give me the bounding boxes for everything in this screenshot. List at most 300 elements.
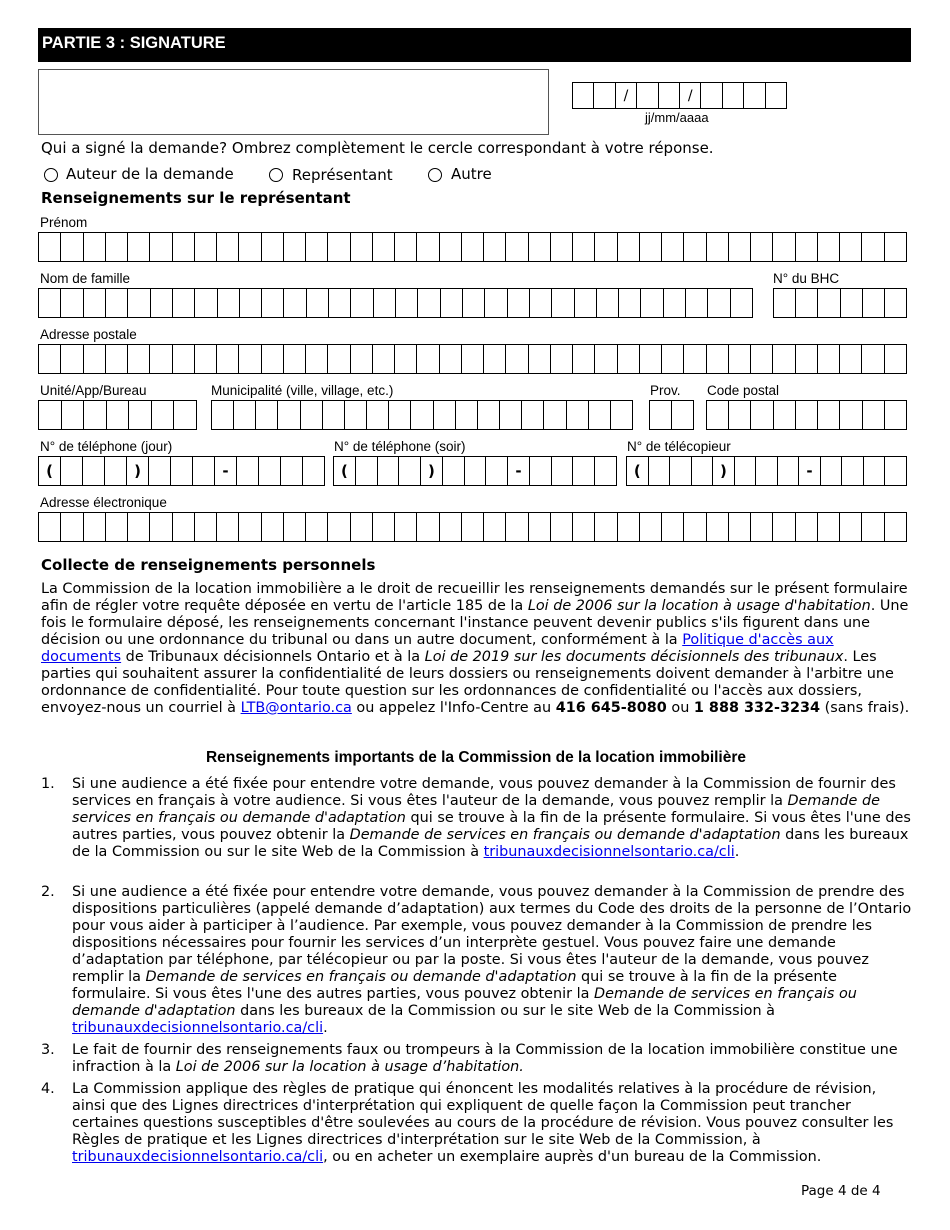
- email-field[interactable]: [38, 512, 907, 542]
- char-box[interactable]: [594, 233, 616, 261]
- char-box[interactable]: [685, 289, 707, 317]
- date-cell[interactable]: [573, 83, 593, 108]
- char-box[interactable]: [661, 345, 683, 373]
- char-box[interactable]: [60, 457, 82, 485]
- date-cell[interactable]: [658, 83, 679, 108]
- char-box[interactable]: [239, 289, 261, 317]
- char-box[interactable]: [233, 401, 255, 429]
- char-box[interactable]: [840, 289, 862, 317]
- char-box[interactable]: [750, 233, 772, 261]
- char-box[interactable]: [105, 513, 127, 541]
- phone-separator: ): [719, 462, 727, 480]
- date-cell[interactable]: [722, 83, 743, 108]
- lso-field[interactable]: [773, 288, 907, 318]
- phone-separator: ): [428, 462, 435, 480]
- char-box[interactable]: [194, 513, 216, 541]
- char-box[interactable]: [772, 345, 794, 373]
- char-box[interactable]: [550, 233, 572, 261]
- char-box[interactable]: [302, 457, 324, 485]
- char-box: [214, 457, 236, 485]
- char-box: [798, 457, 820, 485]
- char-box[interactable]: [484, 289, 506, 317]
- char-box[interactable]: [61, 401, 84, 429]
- char-box[interactable]: [151, 401, 174, 429]
- char-box[interactable]: [172, 233, 194, 261]
- date-cell[interactable]: [700, 83, 721, 108]
- char-box[interactable]: [350, 233, 372, 261]
- char-box[interactable]: [83, 345, 105, 373]
- char-box[interactable]: [149, 345, 171, 373]
- important-item-1: Si une audience a été fixée pour entendre votre demande, vous pouvez demander à la Commission de fournir des services en français à votre audience. Si vous êtes l'auteur de la demande, vous pouvez remplir la Demande de services en français ou demande d'adaptation qui se trouve à la fin de la présente formulaire. Si vous êtes l'une des autres parties, vous pouvez obtenir la Demande de services en français ou demande d'adaptation dans les bureaux de la Commission ou sur le site Web de la Commission à tribunauxdecisionnelsontario.ca/cli.: [72, 776, 911, 860]
- char-box[interactable]: [255, 401, 277, 429]
- char-box[interactable]: [774, 289, 795, 317]
- char-box[interactable]: [150, 289, 172, 317]
- province-label: Prov.: [650, 383, 681, 398]
- phone-separator: (: [633, 462, 641, 480]
- char-box[interactable]: [417, 289, 439, 317]
- char-box[interactable]: [216, 345, 238, 373]
- char-box[interactable]: [394, 345, 416, 373]
- char-box[interactable]: [485, 457, 507, 485]
- date-format-hint: jj/mm/aaaa: [645, 110, 709, 125]
- char-box[interactable]: [305, 233, 327, 261]
- signer-question: Qui a signé la demande? Ombrez complètement le cercle correspondant à votre réponse.: [41, 139, 714, 157]
- char-box[interactable]: [455, 401, 477, 429]
- item-number: 2.: [41, 884, 55, 900]
- char-box[interactable]: [528, 513, 550, 541]
- char-box[interactable]: [377, 457, 399, 485]
- char-box[interactable]: [236, 457, 258, 485]
- char-box[interactable]: [839, 233, 861, 261]
- char-box[interactable]: [461, 233, 483, 261]
- char-box[interactable]: [194, 345, 216, 373]
- char-box[interactable]: [750, 401, 772, 429]
- char-box[interactable]: [550, 513, 572, 541]
- char-box[interactable]: [300, 401, 322, 429]
- access-policy-link[interactable]: Politique d'accès aux documents: [41, 632, 834, 665]
- char-box[interactable]: [650, 401, 671, 429]
- lso-label: N° du BHC: [773, 271, 840, 286]
- char-box[interactable]: [574, 289, 596, 317]
- char-box[interactable]: [884, 233, 906, 261]
- char-box[interactable]: [373, 289, 395, 317]
- char-box[interactable]: [194, 233, 216, 261]
- char-box[interactable]: [283, 233, 305, 261]
- char-box[interactable]: [572, 345, 594, 373]
- char-box[interactable]: [795, 345, 817, 373]
- char-box[interactable]: [104, 457, 126, 485]
- radio-author-label: Auteur de la demande: [66, 165, 234, 183]
- char-box[interactable]: [483, 345, 505, 373]
- date-slash: /: [687, 87, 693, 104]
- radio-other[interactable]: [428, 168, 442, 182]
- date-cell[interactable]: [593, 83, 614, 108]
- char-box[interactable]: [884, 289, 906, 317]
- char-box[interactable]: [640, 289, 662, 317]
- char-box[interactable]: [461, 513, 483, 541]
- date-slash: /: [623, 87, 629, 104]
- char-box[interactable]: [648, 457, 670, 485]
- date-field[interactable]: [572, 82, 787, 109]
- char-box[interactable]: [192, 457, 214, 485]
- char-box[interactable]: [212, 401, 233, 429]
- phone-day-label: N° de téléphone (jour): [40, 439, 173, 454]
- char-box[interactable]: [172, 345, 194, 373]
- char-box[interactable]: [795, 513, 817, 541]
- char-box[interactable]: [39, 513, 60, 541]
- char-box[interactable]: [39, 233, 60, 261]
- char-box[interactable]: [795, 233, 817, 261]
- char-box[interactable]: [691, 457, 713, 485]
- char-box[interactable]: [83, 513, 105, 541]
- char-box[interactable]: [128, 401, 151, 429]
- char-box[interactable]: [261, 289, 283, 317]
- char-box: [507, 457, 529, 485]
- char-box[interactable]: [170, 457, 192, 485]
- char-box[interactable]: [395, 289, 417, 317]
- char-box[interactable]: [439, 513, 461, 541]
- char-box[interactable]: [505, 233, 527, 261]
- char-box[interactable]: [461, 345, 483, 373]
- char-box[interactable]: [327, 233, 349, 261]
- char-box[interactable]: [83, 401, 106, 429]
- char-box[interactable]: [149, 233, 171, 261]
- fax-label: N° de télécopieur: [627, 439, 731, 454]
- tribunals-link[interactable]: tribunauxdecisionnelsontario.ca/cli: [72, 1149, 324, 1165]
- radio-author[interactable]: [44, 168, 58, 182]
- char-box[interactable]: [610, 401, 632, 429]
- first-name-label: Prénom: [40, 215, 88, 230]
- tribunals-link[interactable]: tribunauxdecisionnelsontario.ca/cli: [483, 844, 735, 860]
- char-box[interactable]: [127, 233, 149, 261]
- char-box[interactable]: [772, 513, 794, 541]
- char-box[interactable]: [795, 401, 817, 429]
- char-box[interactable]: [551, 289, 573, 317]
- char-box[interactable]: [596, 289, 618, 317]
- char-box[interactable]: [862, 289, 884, 317]
- phone-separator: -: [806, 462, 813, 480]
- char-box[interactable]: [884, 345, 906, 373]
- char-box[interactable]: [394, 233, 416, 261]
- date-cell[interactable]: [636, 83, 657, 108]
- char-box[interactable]: [305, 513, 327, 541]
- char-box[interactable]: [477, 401, 499, 429]
- municipality-field[interactable]: [211, 400, 633, 430]
- char-box[interactable]: [661, 513, 683, 541]
- char-box[interactable]: [216, 233, 238, 261]
- char-box[interactable]: [442, 457, 464, 485]
- char-box[interactable]: [410, 401, 432, 429]
- char-box[interactable]: [350, 345, 372, 373]
- char-box: [39, 457, 60, 485]
- char-box[interactable]: [683, 513, 705, 541]
- char-box: [334, 457, 355, 485]
- char-box[interactable]: [283, 513, 305, 541]
- char-box[interactable]: [483, 513, 505, 541]
- char-box[interactable]: [82, 457, 104, 485]
- tribunals-link[interactable]: tribunauxdecisionnelsontario.ca/cli: [72, 1020, 324, 1036]
- char-box[interactable]: [528, 233, 550, 261]
- date-cell: [615, 83, 636, 108]
- char-box[interactable]: [322, 401, 344, 429]
- char-box[interactable]: [172, 513, 194, 541]
- char-box[interactable]: [529, 457, 551, 485]
- char-box[interactable]: [372, 513, 394, 541]
- char-box[interactable]: [127, 345, 149, 373]
- radio-representative-label: Représentant: [292, 166, 393, 184]
- char-box[interactable]: [817, 513, 839, 541]
- fax-field[interactable]: [626, 456, 907, 486]
- privacy-paragraph: La Commission de la location immobilière a le droit de recueillir les renseignements demandés sur le présent formulaire afin de régler votre requête déposée en vertu de l'article 185 de la Loi de 2006 sur la location à usage d'habitation. Une fois le formulaire déposé, les renseignements concernant l'instance peuvent devenir publics s'ils figurent dans une décision ou une ordonnance du tribunal ou dans un autre document, conformément à la Politique d'accès aux documents de Tribunaux décisionnels Ontario et à la Loi de 2019 sur les documents décisionnels des tribunaux. Les parties qui souhaitent assurer la confidentialité de leurs dossiers ou renseignements doivent demander à l'arbitre une ordonnance de confidentialité. Pour toute question sur les ordonnances de confidentialité ou l'accès aux dossiers, envoyez-nous un courriel à LTB@ontario.ca ou appelez l'Info-Centre au 416 645-8080 ou 1 888 332-3234 (sans frais).: [41, 581, 910, 716]
- char-box[interactable]: [216, 513, 238, 541]
- last-name-field[interactable]: [38, 288, 753, 318]
- important-heading: Renseignements importants de la Commission de la location immobilière: [205, 749, 747, 766]
- char-box[interactable]: [839, 345, 861, 373]
- char-box[interactable]: [683, 345, 705, 373]
- char-box[interactable]: [863, 457, 885, 485]
- char-box[interactable]: [529, 289, 551, 317]
- char-box[interactable]: [261, 345, 283, 373]
- char-box[interactable]: [505, 513, 527, 541]
- char-box[interactable]: [148, 457, 170, 485]
- char-box[interactable]: [416, 513, 438, 541]
- char-box[interactable]: [707, 401, 728, 429]
- char-box[interactable]: [543, 401, 565, 429]
- char-box[interactable]: [777, 457, 799, 485]
- char-box[interactable]: [706, 513, 728, 541]
- char-box[interactable]: [841, 457, 863, 485]
- char-box[interactable]: [884, 513, 906, 541]
- char-box[interactable]: [355, 457, 377, 485]
- char-box[interactable]: [305, 345, 327, 373]
- char-box[interactable]: [277, 401, 299, 429]
- unit-label: Unité/App/Bureau: [40, 383, 147, 398]
- radio-representative[interactable]: [269, 168, 283, 182]
- char-box[interactable]: [728, 345, 750, 373]
- char-box[interactable]: [105, 345, 127, 373]
- char-box[interactable]: [550, 345, 572, 373]
- char-box[interactable]: [594, 457, 616, 485]
- char-box[interactable]: [416, 345, 438, 373]
- char-box: [420, 457, 442, 485]
- item-number: 1.: [41, 776, 55, 792]
- char-box[interactable]: [372, 345, 394, 373]
- char-box[interactable]: [728, 401, 750, 429]
- char-box[interactable]: [730, 289, 752, 317]
- phone-day-field[interactable]: [38, 456, 325, 486]
- char-box: [627, 457, 648, 485]
- address-field[interactable]: [38, 344, 907, 374]
- char-box[interactable]: [464, 457, 486, 485]
- char-box[interactable]: [884, 457, 906, 485]
- char-box[interactable]: [105, 289, 127, 317]
- char-box[interactable]: [105, 233, 127, 261]
- char-box[interactable]: [149, 513, 171, 541]
- char-box[interactable]: [671, 401, 693, 429]
- important-item-3: Le fait de fournir des renseignements faux ou trompeurs à la Commission de la location immobilière constitue une infraction à la Loi de 2006 sur la location à usage d’habitation.: [72, 1042, 898, 1075]
- char-box[interactable]: [433, 401, 455, 429]
- char-box[interactable]: [238, 233, 260, 261]
- char-box[interactable]: [261, 513, 283, 541]
- page-number: Page 4 de 4: [801, 1183, 881, 1199]
- char-box[interactable]: [344, 401, 366, 429]
- char-box[interactable]: [683, 233, 705, 261]
- char-box[interactable]: [661, 233, 683, 261]
- postal-code-label: Code postal: [707, 383, 780, 398]
- char-box[interactable]: [773, 401, 795, 429]
- email-label: Adresse électronique: [40, 495, 167, 510]
- char-box[interactable]: [884, 401, 906, 429]
- char-box[interactable]: [750, 513, 772, 541]
- char-box[interactable]: [566, 401, 588, 429]
- char-box[interactable]: [439, 345, 461, 373]
- char-box[interactable]: [60, 513, 82, 541]
- char-box[interactable]: [60, 289, 82, 317]
- municipality-label: Municipalité (ville, village, etc.): [211, 383, 394, 398]
- char-box[interactable]: [127, 289, 149, 317]
- char-box[interactable]: [60, 345, 82, 373]
- char-box[interactable]: [83, 289, 105, 317]
- char-box[interactable]: [327, 345, 349, 373]
- char-box[interactable]: [416, 233, 438, 261]
- char-box[interactable]: [728, 233, 750, 261]
- phone-evening-label: N° de téléphone (soir): [334, 439, 466, 454]
- char-box[interactable]: [817, 289, 839, 317]
- char-box[interactable]: [817, 345, 839, 373]
- signature-field[interactable]: [38, 69, 549, 135]
- char-box[interactable]: [505, 345, 527, 373]
- char-box[interactable]: [106, 401, 129, 429]
- char-box[interactable]: [499, 401, 521, 429]
- province-field[interactable]: [649, 400, 694, 430]
- char-box[interactable]: [572, 513, 594, 541]
- char-box[interactable]: [862, 401, 884, 429]
- char-box[interactable]: [394, 513, 416, 541]
- char-box[interactable]: [172, 289, 194, 317]
- important-item-4: La Commission applique des règles de pratique qui énoncent les modalités relatives à la procédure de révision, ainsi que des Lignes directrices d'interprétation qui expliquent de quelle façon la Commission peut trancher certaines questions susceptibles d'être soulevées au cours de la procédure de révision. Vous pouvez consulter les Règles de pratique et les Lignes directrices d'interprétation sur le site Web de la Commission, à tribunauxdecisionnelsontario.ca/cli, ou en acheter un exemplaire auprès d'un bureau de la Commission.: [72, 1081, 894, 1165]
- char-box[interactable]: [706, 345, 728, 373]
- char-box[interactable]: [750, 345, 772, 373]
- char-box[interactable]: [127, 513, 149, 541]
- radio-other-label: Autre: [451, 165, 492, 183]
- char-box[interactable]: [861, 233, 883, 261]
- char-box[interactable]: [618, 289, 640, 317]
- char-box[interactable]: [327, 513, 349, 541]
- phone-separator: -: [222, 462, 229, 480]
- char-box[interactable]: [350, 289, 372, 317]
- char-box[interactable]: [83, 233, 105, 261]
- char-box[interactable]: [238, 513, 260, 541]
- char-box[interactable]: [194, 289, 216, 317]
- char-box[interactable]: [839, 513, 861, 541]
- char-box[interactable]: [328, 289, 350, 317]
- char-box[interactable]: [173, 401, 196, 429]
- char-box[interactable]: [372, 233, 394, 261]
- representative-heading: Renseignements sur le représentant: [41, 189, 351, 207]
- char-box[interactable]: [588, 401, 610, 429]
- char-box[interactable]: [820, 457, 842, 485]
- char-box[interactable]: [839, 401, 861, 429]
- char-box[interactable]: [439, 233, 461, 261]
- char-box[interactable]: [551, 457, 573, 485]
- phone-evening-field[interactable]: [333, 456, 617, 486]
- phone-separator: ): [134, 462, 141, 480]
- char-box[interactable]: [507, 289, 529, 317]
- char-box[interactable]: [617, 345, 639, 373]
- char-box[interactable]: [350, 513, 372, 541]
- char-box[interactable]: [817, 233, 839, 261]
- char-box[interactable]: [217, 289, 239, 317]
- char-box[interactable]: [306, 289, 328, 317]
- char-box[interactable]: [521, 401, 543, 429]
- char-box[interactable]: [283, 289, 305, 317]
- char-box[interactable]: [728, 513, 750, 541]
- char-box[interactable]: [861, 345, 883, 373]
- char-box[interactable]: [261, 233, 283, 261]
- char-box[interactable]: [639, 233, 661, 261]
- char-box[interactable]: [817, 401, 839, 429]
- item-number: 4.: [41, 1081, 55, 1097]
- char-box[interactable]: [663, 289, 685, 317]
- char-box[interactable]: [238, 345, 260, 373]
- char-box[interactable]: [283, 345, 305, 373]
- char-box[interactable]: [39, 345, 60, 373]
- char-box[interactable]: [258, 457, 280, 485]
- char-box[interactable]: [772, 233, 794, 261]
- char-box[interactable]: [734, 457, 756, 485]
- char-box[interactable]: [280, 457, 302, 485]
- postal-code-field[interactable]: [706, 400, 907, 430]
- char-box[interactable]: [669, 457, 691, 485]
- char-box[interactable]: [398, 457, 420, 485]
- date-cell[interactable]: [765, 83, 786, 108]
- phone-separator: (: [46, 462, 53, 480]
- char-box[interactable]: [707, 289, 729, 317]
- char-box[interactable]: [388, 401, 410, 429]
- char-box[interactable]: [572, 457, 594, 485]
- char-box[interactable]: [861, 513, 883, 541]
- date-cell[interactable]: [743, 83, 764, 108]
- char-box[interactable]: [795, 289, 817, 317]
- char-box[interactable]: [528, 345, 550, 373]
- char-box[interactable]: [594, 513, 616, 541]
- char-box[interactable]: [706, 233, 728, 261]
- char-box[interactable]: [366, 401, 388, 429]
- first-name-field[interactable]: [38, 232, 907, 262]
- char-box[interactable]: [755, 457, 777, 485]
- address-label: Adresse postale: [40, 327, 137, 342]
- char-box[interactable]: [440, 289, 462, 317]
- privacy-heading: Collecte de renseignements personnels: [41, 556, 376, 574]
- char-box: [126, 457, 148, 485]
- char-box[interactable]: [483, 233, 505, 261]
- ltb-email-link[interactable]: LTB@ontario.ca: [240, 700, 352, 716]
- unit-field[interactable]: [38, 400, 197, 430]
- section-header: PARTIE 3 : SIGNATURE: [38, 28, 911, 62]
- char-box[interactable]: [39, 289, 60, 317]
- char-box[interactable]: [594, 345, 616, 373]
- phone-separator: (: [340, 462, 348, 480]
- char-box[interactable]: [60, 233, 82, 261]
- char-box[interactable]: [462, 289, 484, 317]
- char-box[interactable]: [639, 345, 661, 373]
- char-box[interactable]: [617, 513, 639, 541]
- char-box[interactable]: [617, 233, 639, 261]
- char-box[interactable]: [572, 233, 594, 261]
- phone-separator: -: [515, 462, 522, 480]
- char-box[interactable]: [39, 401, 61, 429]
- char-box[interactable]: [639, 513, 661, 541]
